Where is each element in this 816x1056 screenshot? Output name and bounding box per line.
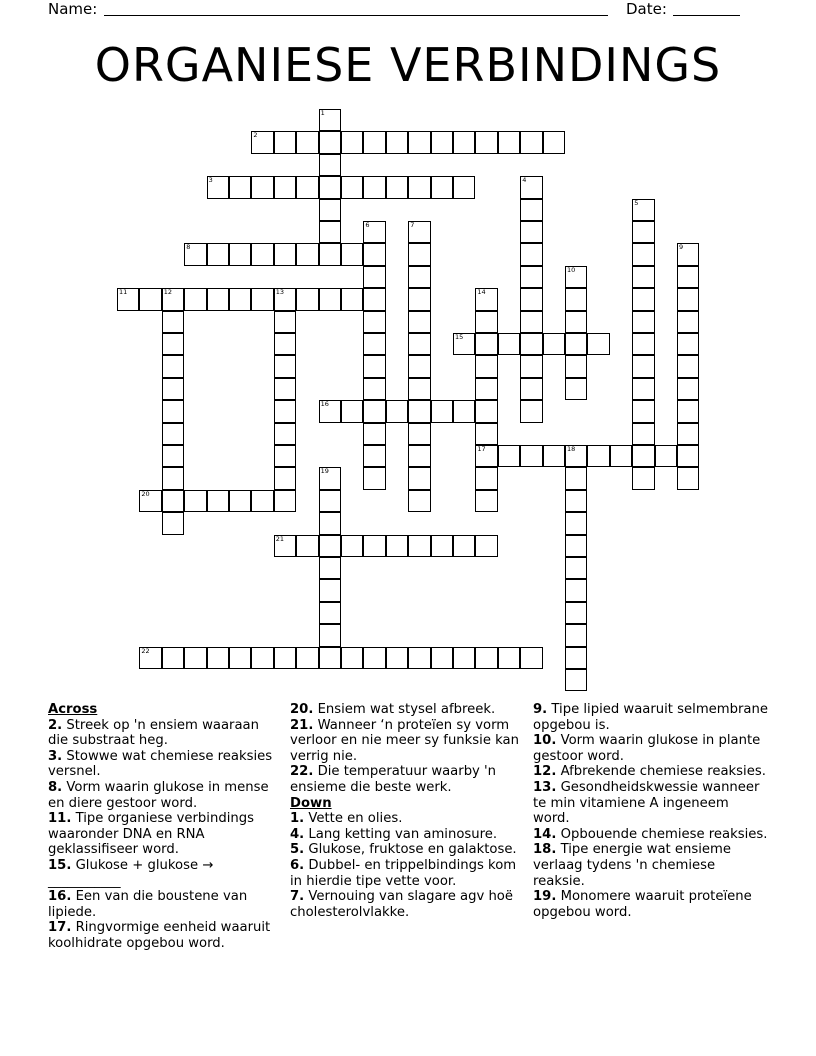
grid-cell[interactable]	[319, 221, 341, 243]
grid-cell[interactable]	[363, 355, 385, 377]
grid-cell[interactable]	[408, 647, 430, 669]
grid-cell[interactable]	[363, 311, 385, 333]
grid-cell[interactable]	[677, 423, 699, 445]
grid-cell[interactable]	[431, 176, 453, 198]
grid-cell[interactable]	[520, 647, 542, 669]
grid-cell[interactable]	[386, 400, 408, 422]
clue-across-20: 20. Ensiem wat stysel afbreek.	[290, 702, 496, 717]
grid-cell[interactable]	[251, 647, 273, 669]
grid-cell[interactable]	[274, 535, 296, 557]
grid-cell[interactable]	[677, 467, 699, 489]
grid-cell[interactable]	[319, 557, 341, 579]
grid-cell[interactable]	[319, 579, 341, 601]
grid-cell[interactable]	[677, 288, 699, 310]
grid-cell[interactable]	[565, 445, 587, 467]
grid-cell[interactable]	[520, 131, 542, 153]
grid-cell[interactable]	[207, 288, 229, 310]
grid-cell[interactable]	[677, 378, 699, 400]
grid-cell[interactable]	[341, 288, 363, 310]
grid-cell[interactable]	[677, 266, 699, 288]
grid-cell[interactable]	[162, 288, 184, 310]
grid-cell[interactable]	[565, 266, 587, 288]
grid-cell[interactable]	[408, 378, 430, 400]
grid-cell[interactable]	[632, 311, 654, 333]
grid-cell[interactable]	[274, 243, 296, 265]
grid-cell[interactable]	[520, 176, 542, 198]
clue-number: 13	[275, 288, 285, 297]
grid-cell[interactable]	[498, 647, 520, 669]
grid-cell[interactable]	[363, 221, 385, 243]
grid-cell[interactable]	[296, 176, 318, 198]
grid-cell[interactable]	[431, 400, 453, 422]
grid-cell[interactable]	[632, 333, 654, 355]
grid-cell[interactable]	[251, 288, 273, 310]
grid-cell[interactable]	[475, 400, 497, 422]
grid-cell[interactable]	[408, 243, 430, 265]
grid-cell[interactable]	[408, 333, 430, 355]
clue-number: 15	[455, 333, 464, 341]
grid-cell[interactable]	[363, 266, 385, 288]
grid-cell[interactable]	[520, 243, 542, 265]
grid-cell[interactable]	[319, 288, 341, 310]
grid-cell[interactable]	[296, 243, 318, 265]
grid-cell[interactable]	[341, 400, 363, 422]
clue-across-15: 15. Glukose + glukose → ___________	[48, 857, 214, 889]
grid-cell[interactable]	[363, 423, 385, 445]
grid-cell[interactable]	[408, 131, 430, 153]
grid-cell[interactable]	[520, 400, 542, 422]
grid-cell[interactable]	[341, 176, 363, 198]
clue-down-19: 19. Monomere waaruit proteïene opgebou word.	[533, 889, 752, 920]
clue-down-18: 18. Tipe energie wat ensieme verlaag tydens 'n chemiese reaksie.	[533, 842, 731, 889]
clue-across-11: 11. Tipe organiese verbindings waaronder DNA en RNA geklassifiseer word.	[48, 811, 254, 858]
grid-cell[interactable]	[453, 535, 475, 557]
grid-cell[interactable]	[184, 647, 206, 669]
grid-cell[interactable]	[363, 467, 385, 489]
clue-number: 11	[119, 288, 128, 297]
grid-cell[interactable]	[565, 557, 587, 579]
across-heading: Across	[48, 702, 98, 717]
grid-cell[interactable]	[162, 311, 184, 333]
grid-cell[interactable]	[677, 400, 699, 422]
grid-cell[interactable]	[475, 490, 497, 512]
grid-cell[interactable]	[207, 243, 229, 265]
grid-cell[interactable]	[677, 311, 699, 333]
grid-cell[interactable]	[162, 333, 184, 355]
grid-cell[interactable]	[408, 423, 430, 445]
grid-cell[interactable]	[363, 243, 385, 265]
grid-cell[interactable]	[319, 647, 341, 669]
grid-cell[interactable]	[341, 647, 363, 669]
grid-cell[interactable]	[565, 512, 587, 534]
grid-cell[interactable]	[565, 467, 587, 489]
clue-number: 18	[567, 445, 576, 453]
grid-cell[interactable]	[184, 490, 206, 512]
grid-cell[interactable]	[520, 333, 542, 355]
grid-cell[interactable]	[520, 288, 542, 310]
grid-cell[interactable]	[386, 176, 408, 198]
grid-cell[interactable]	[408, 400, 430, 422]
grid-cell[interactable]	[363, 400, 385, 422]
grid-cell[interactable]	[162, 647, 184, 669]
clue-down-5: 5. Glukose, fruktose en galaktose.	[290, 842, 517, 858]
grid-cell[interactable]	[565, 311, 587, 333]
grid-cell[interactable]	[386, 647, 408, 669]
grid-cell[interactable]	[139, 288, 161, 310]
grid-cell[interactable]	[565, 579, 587, 601]
grid-cell[interactable]	[520, 221, 542, 243]
grid-cell[interactable]	[632, 445, 654, 467]
grid-cell[interactable]	[319, 154, 341, 176]
clues-column-1	[48, 702, 278, 952]
grid-cell[interactable]	[207, 176, 229, 198]
grid-cell[interactable]	[363, 445, 385, 467]
grid-cell[interactable]	[475, 647, 497, 669]
grid-cell[interactable]	[632, 467, 654, 489]
grid-cell[interactable]	[475, 311, 497, 333]
grid-cell[interactable]	[543, 333, 565, 355]
grid-cell[interactable]	[520, 445, 542, 467]
grid-cell[interactable]	[565, 602, 587, 624]
grid-cell[interactable]	[319, 535, 341, 557]
grid-cell[interactable]	[431, 535, 453, 557]
grid-cell[interactable]	[229, 288, 251, 310]
grid-cell[interactable]	[251, 490, 273, 512]
grid-cell[interactable]	[274, 355, 296, 377]
clue-number: 17	[477, 445, 486, 453]
clues-column-3	[533, 702, 769, 920]
grid-cell[interactable]	[632, 378, 654, 400]
grid-cell[interactable]	[162, 355, 184, 377]
clue-down-4: 4. Lang ketting van aminosure.	[290, 826, 498, 842]
grid-cell[interactable]	[162, 490, 184, 512]
grid-cell[interactable]	[565, 378, 587, 400]
grid-cell[interactable]	[565, 355, 587, 377]
grid-cell[interactable]	[498, 131, 520, 153]
grid-cell[interactable]	[520, 266, 542, 288]
clue-down-10: 10. Vorm waarin glukose in plante gestoor word.	[533, 733, 761, 764]
grid-cell[interactable]	[408, 355, 430, 377]
grid-cell[interactable]	[274, 131, 296, 153]
grid-cell[interactable]	[632, 355, 654, 377]
clue-number: 19	[320, 467, 329, 476]
grid-cell[interactable]	[274, 288, 296, 310]
grid-cell[interactable]	[229, 243, 251, 265]
grid-cell[interactable]	[162, 378, 184, 400]
grid-cell[interactable]	[207, 490, 229, 512]
clue-number: 2	[253, 131, 258, 140]
name-label: Name:	[48, 0, 98, 18]
grid-cell[interactable]	[475, 445, 497, 467]
grid-cell[interactable]	[341, 535, 363, 557]
grid-cell[interactable]	[632, 423, 654, 445]
clue-number: 16	[320, 400, 329, 409]
grid-cell[interactable]	[139, 490, 161, 512]
clue-number: 7	[410, 221, 415, 229]
grid-cell[interactable]	[229, 176, 251, 198]
clue-number: 10	[567, 265, 576, 274]
grid-cell[interactable]	[162, 467, 184, 489]
clue-number: 21	[275, 534, 285, 543]
grid-cell[interactable]	[363, 288, 385, 310]
grid-cell[interactable]	[453, 647, 475, 669]
grid-cell[interactable]	[319, 199, 341, 221]
grid-cell[interactable]	[475, 333, 497, 355]
grid-cell[interactable]	[319, 602, 341, 624]
grid-cell[interactable]	[229, 647, 251, 669]
grid-cell[interactable]	[431, 131, 453, 153]
grid-cell[interactable]	[632, 243, 654, 265]
grid-cell[interactable]	[251, 131, 273, 153]
grid-cell[interactable]	[677, 333, 699, 355]
clue-number: 4	[522, 176, 527, 185]
grid-cell[interactable]	[296, 288, 318, 310]
clue-number: 5	[634, 198, 639, 207]
grid-cell[interactable]	[162, 400, 184, 422]
clue-across-16: 16. Een van die boustene van lipiede.	[48, 889, 248, 920]
clue-number: 9	[679, 243, 684, 252]
clue-across-8: 8. Vorm waarin glukose in mense en diere gestoor word.	[48, 779, 269, 811]
grid-cell[interactable]	[274, 423, 296, 445]
grid-cell[interactable]	[408, 221, 430, 243]
grid-cell[interactable]	[408, 467, 430, 489]
grid-cell[interactable]	[319, 400, 341, 422]
grid-cell[interactable]	[363, 333, 385, 355]
grid-cell[interactable]	[319, 624, 341, 646]
clue-down-1: 1. Vette en olies.	[290, 811, 403, 827]
grid-cell[interactable]	[408, 490, 430, 512]
grid-cell[interactable]	[565, 333, 587, 355]
grid-cell[interactable]	[274, 176, 296, 198]
clue-number: 6	[365, 221, 370, 229]
grid-cell[interactable]	[296, 535, 318, 557]
grid-cell[interactable]	[475, 467, 497, 489]
clues-column-2	[290, 702, 526, 920]
grid-cell[interactable]	[162, 423, 184, 445]
grid-cell[interactable]	[274, 647, 296, 669]
grid-cell[interactable]	[498, 445, 520, 467]
grid-cell[interactable]	[655, 445, 677, 467]
grid-cell[interactable]	[677, 243, 699, 265]
grid-cell[interactable]	[453, 176, 475, 198]
grid-cell[interactable]	[610, 445, 632, 467]
grid-cell[interactable]	[274, 490, 296, 512]
grid-cell[interactable]	[475, 131, 497, 153]
grid-cell[interactable]	[229, 490, 251, 512]
grid-cell[interactable]	[632, 266, 654, 288]
grid-cell[interactable]	[207, 647, 229, 669]
clue-down-9: 9. Tipe lipied waaruit selmembrane opgebou is.	[533, 702, 768, 733]
grid-cell[interactable]	[162, 445, 184, 467]
grid-cell[interactable]	[184, 288, 206, 310]
grid-cell[interactable]	[386, 535, 408, 557]
grid-cell[interactable]	[587, 333, 609, 355]
grid-cell[interactable]	[565, 669, 587, 691]
clue-number: 12	[163, 288, 173, 297]
grid-cell[interactable]	[274, 333, 296, 355]
grid-cell[interactable]	[587, 445, 609, 467]
clue-across-3: 3. Stowwe wat chemiese reaksies versnel.	[48, 748, 273, 780]
grid-cell[interactable]	[296, 131, 318, 153]
grid-cell[interactable]	[543, 131, 565, 153]
grid-cell[interactable]	[274, 400, 296, 422]
clue-number: 1	[320, 109, 325, 117]
grid-cell[interactable]	[319, 243, 341, 265]
grid-cell[interactable]	[677, 355, 699, 377]
grid-cell[interactable]	[184, 243, 206, 265]
grid-cell[interactable]	[475, 378, 497, 400]
grid-cell[interactable]	[319, 109, 341, 131]
grid-cell[interactable]	[453, 400, 475, 422]
grid-cell[interactable]	[117, 288, 139, 310]
clue-across-22: 22. Die temperatuur waarby 'n ensieme die beste werk.	[290, 764, 497, 795]
grid-cell[interactable]	[363, 131, 385, 153]
clue-down-13: 13. Gesondheidskwessie wanneer te min vitamiene A ingeneem word.	[533, 779, 760, 827]
grid-cell[interactable]	[274, 311, 296, 333]
grid-cell[interactable]	[565, 647, 587, 669]
grid-cell[interactable]	[565, 624, 587, 646]
grid-cell[interactable]	[565, 535, 587, 557]
grid-cell[interactable]	[139, 647, 161, 669]
grid-cell[interactable]	[632, 288, 654, 310]
grid-cell[interactable]	[475, 423, 497, 445]
grid-cell[interactable]	[475, 355, 497, 377]
grid-cell[interactable]	[408, 445, 430, 467]
grid-cell[interactable]	[520, 199, 542, 221]
grid-cell[interactable]	[408, 176, 430, 198]
grid-cell[interactable]	[543, 445, 565, 467]
grid-cell[interactable]	[453, 333, 475, 355]
clue-number: 3	[208, 176, 213, 185]
clue-down-6: 6. Dubbel- en trippelbindings kom in hierdie tipe vette voor.	[290, 857, 517, 889]
grid-cell[interactable]	[319, 490, 341, 512]
grid-cell[interactable]	[408, 266, 430, 288]
grid-cell[interactable]	[341, 131, 363, 153]
grid-cell[interactable]	[341, 243, 363, 265]
clue-number: 20	[141, 489, 150, 498]
page-title: ORGANIESE VERBINDINGS	[94, 38, 722, 92]
grid-cell[interactable]	[319, 176, 341, 198]
grid-cell[interactable]	[431, 647, 453, 669]
grid-cell[interactable]	[386, 131, 408, 153]
grid-cell[interactable]	[363, 378, 385, 400]
grid-cell[interactable]	[520, 378, 542, 400]
grid-cell[interactable]	[408, 311, 430, 333]
grid-cell[interactable]	[251, 243, 273, 265]
grid-cell[interactable]	[251, 176, 273, 198]
clue-across-21: 21. Wanneer ‘n proteïen sy vorm verloor en nie meer sy funksie kan verrig nie.	[290, 717, 519, 764]
grid-cell[interactable]	[408, 288, 430, 310]
grid-cell[interactable]	[677, 445, 699, 467]
grid-cell[interactable]	[319, 512, 341, 534]
date-label: Date:	[626, 0, 667, 18]
grid-cell[interactable]	[319, 467, 341, 489]
grid-cell[interactable]	[520, 311, 542, 333]
clue-down-14: 14. Opbouende chemiese reaksies.	[533, 826, 768, 842]
grid-cell[interactable]	[565, 288, 587, 310]
grid-cell[interactable]	[498, 333, 520, 355]
grid-cell[interactable]	[363, 647, 385, 669]
grid-cell[interactable]	[274, 445, 296, 467]
clue-across-17: 17. Ringvormige eenheid waaruit koolhidrate opgebou word.	[48, 920, 271, 951]
clue-down-7: 7. Vernouing van slagare agv hoë cholesterolvlakke.	[290, 889, 513, 920]
grid-cell[interactable]	[475, 535, 497, 557]
grid-cell[interactable]	[632, 221, 654, 243]
clue-across-2: 2. Streek op 'n ensiem waaraan die substraat heg.	[48, 717, 259, 749]
grid-cell[interactable]	[363, 535, 385, 557]
grid-cell[interactable]	[453, 131, 475, 153]
clue-number: 22	[141, 646, 150, 655]
clue-down-12: 12. Afbrekende chemiese reaksies.	[533, 764, 766, 780]
clue-number: 8	[186, 243, 191, 252]
grid-cell[interactable]	[520, 355, 542, 377]
grid-cell[interactable]	[475, 288, 497, 310]
grid-cell[interactable]	[274, 378, 296, 400]
down-heading: Down	[290, 795, 332, 811]
grid-cell[interactable]	[632, 400, 654, 422]
grid-cell[interactable]	[363, 176, 385, 198]
clue-number: 14	[477, 288, 486, 297]
grid-cell[interactable]	[162, 512, 184, 534]
grid-cell[interactable]	[632, 199, 654, 221]
grid-cell[interactable]	[565, 490, 587, 512]
grid-cell[interactable]	[319, 131, 341, 153]
grid-cell[interactable]	[408, 535, 430, 557]
grid-cell[interactable]	[296, 647, 318, 669]
grid-cell[interactable]	[274, 467, 296, 489]
